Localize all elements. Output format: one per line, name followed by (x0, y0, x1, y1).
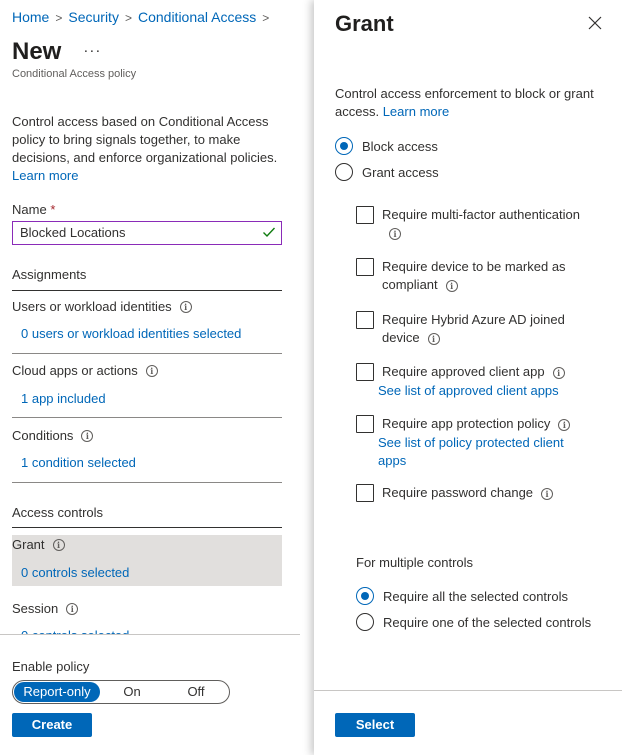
mfa-label (382, 206, 580, 242)
name-label-text: Name (12, 202, 47, 217)
policy-footer (0, 634, 300, 755)
chevron-right-icon: > (262, 11, 270, 25)
description-text: Control access based on Conditional Access policy to bring signals together, to make decisions, and enforce organizational policies. (12, 114, 278, 165)
info-icon[interactable]: i (180, 301, 192, 313)
users-label (12, 299, 192, 314)
app-protection-label (382, 415, 570, 433)
create-button[interactable]: Create (12, 713, 92, 737)
divider (12, 290, 282, 291)
info-icon[interactable]: i (389, 228, 401, 240)
password-change-label-text: Require password change (382, 485, 534, 500)
grant-panel (314, 0, 622, 755)
assignments-heading: Assignments (12, 267, 87, 282)
block-access-option[interactable] (335, 137, 438, 155)
block-access-label: Block access (362, 138, 438, 154)
compliant-device-line1: Require device to be marked as (382, 259, 566, 274)
approved-app-label (382, 363, 565, 381)
compliant-device-label (382, 258, 566, 294)
hybrid-joined-line1: Require Hybrid Azure AD joined (382, 312, 565, 327)
enable-policy-toggle[interactable] (12, 680, 230, 704)
grant-label (12, 537, 65, 552)
divider (12, 527, 282, 528)
radio-unselected[interactable] (335, 163, 353, 181)
password-change-checkbox[interactable] (356, 484, 374, 502)
access-controls-heading: Access controls (12, 505, 104, 520)
select-button[interactable]: Select (335, 713, 415, 737)
app-protection-checkbox[interactable] (356, 415, 374, 433)
protected-apps-link-line1[interactable]: See list of policy protected client (378, 435, 564, 450)
approved-app-label-text: Require approved client app (382, 364, 545, 379)
conditions-label-text: Conditions (12, 428, 74, 443)
conditions-label (12, 428, 93, 443)
require-all-label: Require all the selected controls (383, 588, 568, 604)
more-options-icon[interactable]: ··· (83, 42, 102, 59)
info-icon[interactable]: i (428, 333, 440, 345)
cloud-apps-selection-link[interactable]: 1 app included (21, 391, 106, 406)
require-one-label: Require one of the selected controls (383, 614, 592, 630)
users-selection-link[interactable]: 0 users or workload identities selected (21, 326, 242, 341)
hybrid-joined-checkbox[interactable] (356, 311, 374, 329)
users-label-text: Users or workload identities (12, 299, 172, 314)
info-icon[interactable]: i (558, 419, 570, 431)
name-label (12, 202, 55, 217)
require-all-option[interactable] (356, 587, 568, 605)
panel-footer (314, 690, 622, 755)
panel-description-text: Control access enforcement to block or grant access. (335, 86, 594, 119)
panel-title: Grant (335, 11, 394, 36)
approved-apps-list-link[interactable]: See list of approved client apps (378, 383, 559, 398)
policy-blade (0, 0, 300, 755)
info-icon[interactable]: i (66, 603, 78, 615)
grant-label-text: Grant (12, 537, 45, 552)
name-input-value: Blocked Locations (20, 225, 126, 240)
chevron-right-icon: > (124, 11, 132, 25)
radio-unselected[interactable] (356, 613, 374, 631)
title-row (12, 38, 101, 66)
divider (12, 482, 282, 483)
page-title: New (12, 38, 62, 65)
hybrid-joined-label (382, 311, 565, 347)
session-label (12, 601, 78, 616)
breadcrumb-security[interactable]: Security (68, 9, 119, 25)
name-input[interactable] (12, 221, 282, 245)
info-icon[interactable]: i (146, 365, 158, 377)
chevron-right-icon: > (55, 11, 63, 25)
approved-app-checkbox[interactable] (356, 363, 374, 381)
info-icon[interactable]: i (553, 367, 565, 379)
app-protection-label-text: Require app protection policy (382, 416, 551, 431)
grant-access-option[interactable] (335, 163, 439, 181)
page-subtitle: Conditional Access policy (12, 68, 137, 80)
protected-apps-link-line2[interactable]: apps (378, 453, 407, 468)
cloud-apps-label-text: Cloud apps or actions (12, 363, 138, 378)
enable-policy-label: Enable policy (12, 659, 90, 674)
learn-more-link[interactable]: Learn more (12, 168, 79, 183)
compliant-device-checkbox[interactable] (356, 258, 374, 276)
require-one-option[interactable] (356, 613, 591, 631)
protected-apps-list-link[interactable] (378, 434, 588, 470)
multiple-controls-heading: For multiple controls (356, 555, 474, 570)
toggle-report-only[interactable]: Report-only (14, 682, 100, 702)
required-mark: * (50, 202, 56, 217)
radio-selected[interactable] (335, 137, 353, 155)
grant-selection-link[interactable]: 0 controls selected (21, 565, 130, 580)
grant-access-label: Grant access (362, 164, 439, 180)
mfa-label-text: Require multi-factor authentication (382, 207, 580, 222)
toggle-off[interactable]: Off (187, 684, 205, 699)
cloud-apps-label (12, 363, 158, 378)
panel-description (335, 85, 597, 121)
toggle-on[interactable]: On (123, 684, 141, 699)
password-change-label (382, 484, 553, 502)
breadcrumb (12, 9, 275, 25)
mfa-checkbox[interactable] (356, 206, 374, 224)
hybrid-joined-line2: device (382, 330, 420, 345)
divider (12, 417, 282, 418)
checkmark-icon (262, 225, 276, 239)
session-label-text: Session (12, 601, 59, 616)
compliant-device-line2: compliant (382, 277, 438, 292)
info-icon[interactable]: i (53, 539, 65, 551)
breadcrumb-home[interactable]: Home (12, 9, 50, 25)
radio-selected[interactable] (356, 587, 374, 605)
info-icon[interactable]: i (81, 430, 93, 442)
info-icon[interactable]: i (446, 280, 458, 292)
close-icon[interactable] (588, 16, 602, 30)
conditions-selection-link[interactable]: 1 condition selected (21, 455, 136, 470)
divider (12, 353, 282, 354)
panel-learn-more-link[interactable]: Learn more (382, 104, 450, 119)
info-icon[interactable]: i (541, 488, 553, 500)
policy-description (12, 113, 284, 185)
breadcrumb-conditional-access[interactable]: Conditional Access (137, 9, 257, 25)
